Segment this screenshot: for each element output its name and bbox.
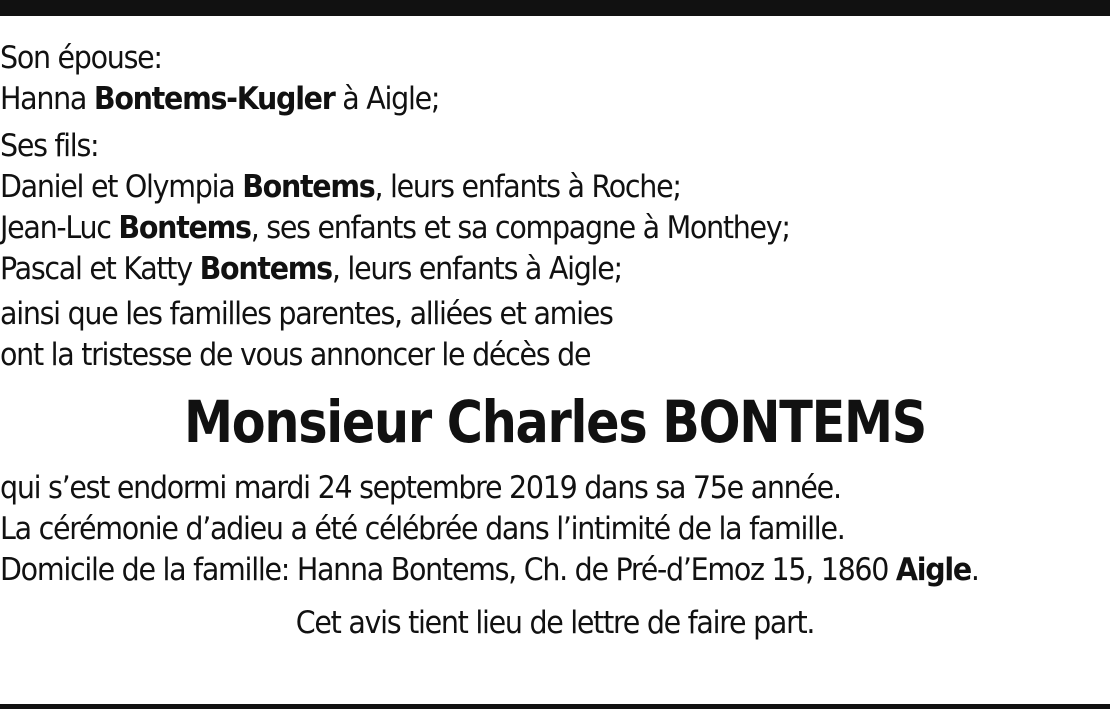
son-entry — [0, 167, 1021, 208]
spouse-surname: Bontems-Kugler — [93, 81, 335, 117]
obituary-notice — [0, 38, 1110, 644]
son-entry-pre: Daniel et Olympia — [0, 169, 243, 205]
spouse-heading: Son épouse: — [0, 40, 162, 76]
son-entry-post: , leurs enfants à Roche; — [374, 169, 681, 205]
son-entry-post: , ses enfants et sa compagne à Monthey; — [250, 210, 790, 246]
son-entry-post: , leurs enfants à Aigle; — [331, 251, 622, 287]
details-line-2: La cérémonie d’adieu a été célébrée dans l’intimité de la famille. — [0, 511, 845, 547]
son-entry-pre: Pascal et Katty — [0, 251, 200, 287]
families-line-2: ont la tristesse de vous annoncer le décès de — [0, 337, 591, 373]
deceased-name: Monsieur Charles BONTEMS — [183, 388, 926, 456]
domicile-line-pre: Domicile de la famille: Hanna Bontems, Ch. de Pré-d’Emoz 15, 1860 — [0, 552, 896, 588]
son-entry — [0, 249, 1021, 290]
son-entry-surname: Bontems — [118, 210, 251, 246]
spouse-line-pre: Hanna — [0, 81, 94, 117]
domicile-town: Aigle — [895, 552, 971, 588]
spouse-line — [0, 79, 1021, 120]
son-entry-surname: Bontems — [199, 251, 332, 287]
closing-line: Cet avis tient lieu de lettre de faire part. — [295, 605, 815, 641]
spouse-line-post: à Aigle; — [334, 81, 440, 117]
families-line-1: ainsi que les familles parentes, alliées et amies — [0, 296, 613, 332]
bottom-border-rule — [0, 704, 1110, 709]
domicile-line — [0, 550, 1021, 591]
top-border-rule — [0, 0, 1110, 16]
domicile-line-post: . — [970, 552, 979, 588]
son-entry-pre: Jean-Luc — [0, 210, 119, 246]
son-entry — [0, 208, 1021, 249]
details-line-1: qui s’est endormi mardi 24 septembre 2019 dans sa 75e année. — [0, 470, 841, 506]
son-entry-surname: Bontems — [242, 169, 375, 205]
sons-heading: Ses fils: — [0, 128, 99, 164]
